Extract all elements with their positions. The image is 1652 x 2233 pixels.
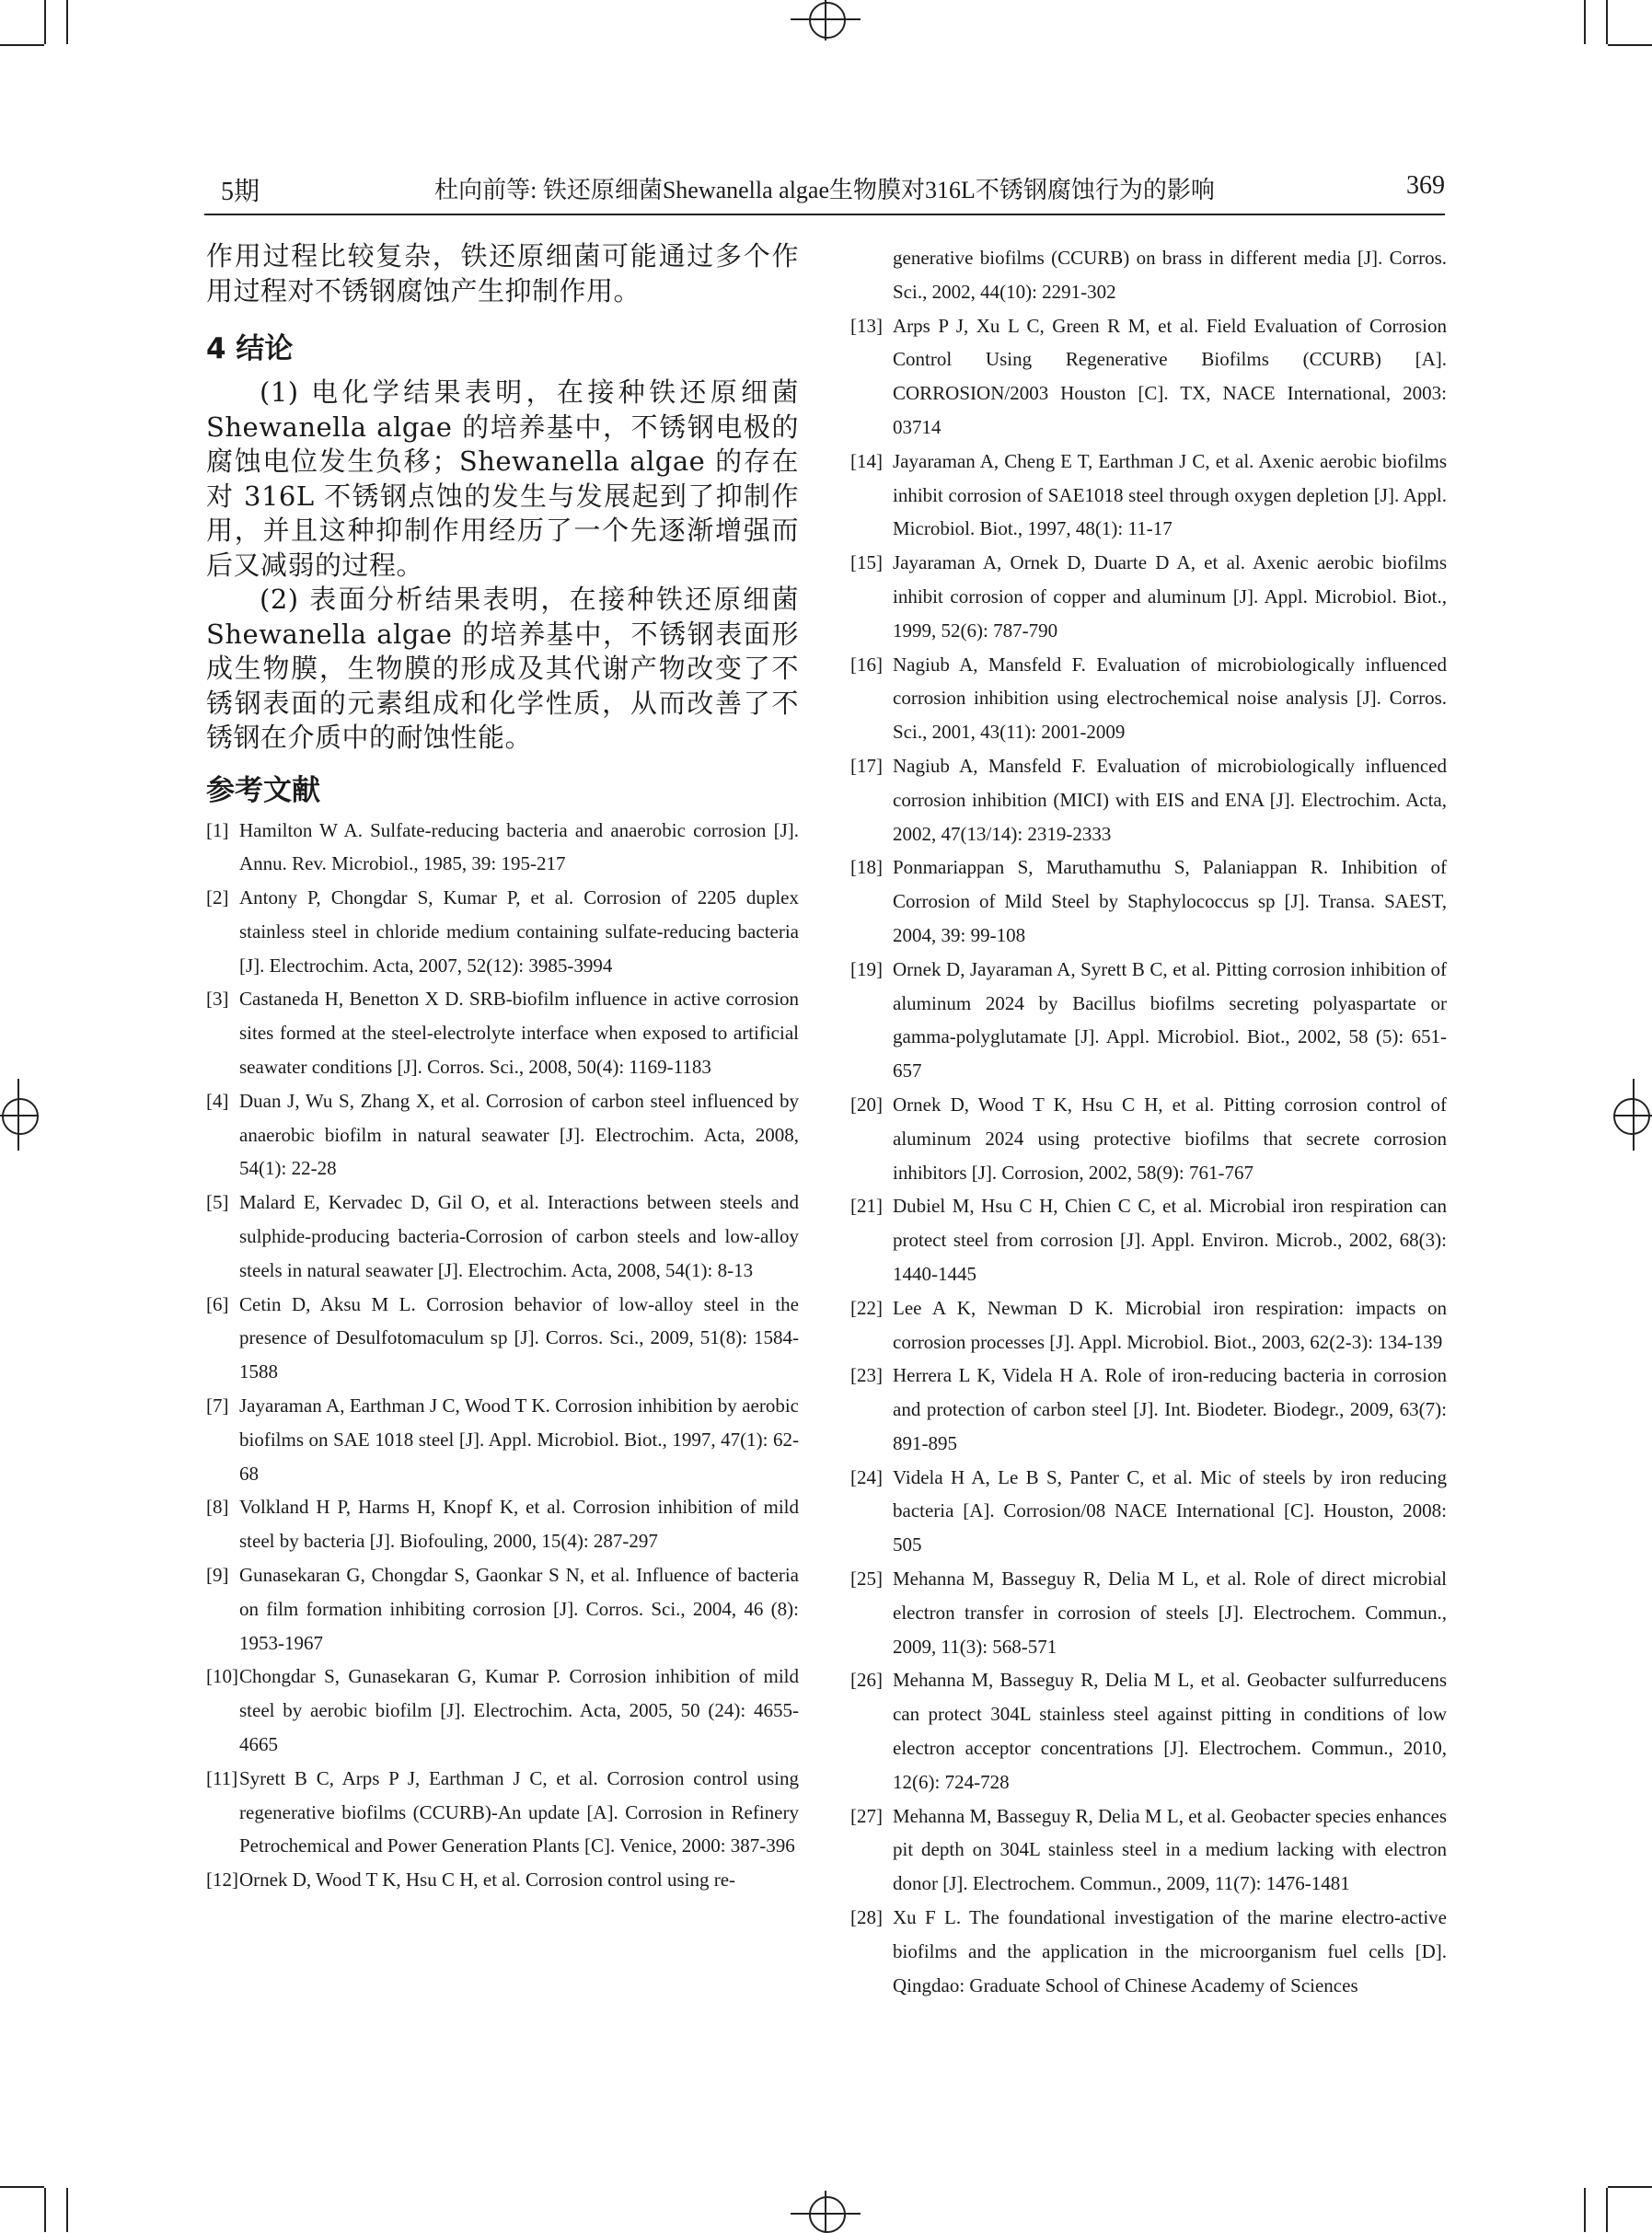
reference-continuation [850,241,1447,309]
reference-text: Jayaraman A, Cheng E T, Earthman J C, et al. Axenic aerobic biofilms inhibit corrosion of SAE1018 steel through oxygen depletion [J]. Appl. Microbiol. Biot., 1997, 48(1): 11-17 [893,449,1447,540]
reference-item [206,814,799,882]
reference-text: Dubiel M, Hsu C H, Chien C C, et al. Microbial iron respiration can protect steel from corrosion [J]. Appl. Environ. Microb., 2002, 68(3): 1440-1445 [893,1195,1447,1285]
reference-text: Jayaraman A, Earthman J C, Wood T K. Corrosion inhibition by aerobic biofilms on SAE 1018 steel [J]. Appl. Microbiol. Biot., 1997, 47(1): 62-68 [239,1394,799,1485]
reference-item [206,1490,799,1558]
reference-number: [28] [850,1906,883,1929]
reference-item [850,1189,1447,1290]
reference-item [850,1461,1447,1562]
reference-text: Nagiub A, Mansfeld F. Evaluation of microbiologically influenced corrosion inhibition using electrochemical noise analysis [J]. Corros. Sci., 2001, 43(11): 2001-2009 [893,653,1447,744]
reference-number: [8] [206,1496,229,1519]
reference-item [206,1084,799,1186]
references-heading: 参考文献 [206,773,320,807]
reference-number: [6] [206,1292,229,1315]
reference-item [206,1558,799,1660]
reference-text: Ornek D, Wood T K, Hsu C H, et al. Pitting corrosion control of aluminum 2024 using protective biofilms that secrete corrosion inhibitors [J]. Corrosion, 2002, 58(9): 761-767 [893,1093,1447,1184]
conclusion-paragraph-2: (2) 表面分析结果表明，在接种铁还原细菌 Shewanella algae 的培养基中，不锈钢表面形成生物膜，生物膜的形成及其代谢产物改变了不锈钢表面的元素组成和化学性质，从而改善了不锈钢在介质中的耐蚀性能。 [206,584,799,753]
reference-number: [11] [206,1766,238,1789]
reference-text: Mehanna M, Basseguy R, Delia M L, et al. Geobacter species enhances pit depth on 304L stainless steel in a medium lacking with electron donor [J]. Electrochem. Commun., 2009, 11(7): 1476-1481 [893,1804,1447,1895]
reference-item [206,1186,799,1287]
reference-number: [25] [850,1568,883,1591]
crop-mark [44,2188,46,2232]
reference-number: [5] [206,1191,229,1214]
reference-number: [4] [206,1089,229,1112]
reference-text: Mehanna M, Basseguy R, Delia M L, et al. Geobacter sulfurreducens can protect 304L stainless steel against pitting in conditions of low electron acceptor concentrations [J]. Electrochem. Commun., 2010, 12(6): 724-728 [893,1669,1447,1793]
reference-item [206,1863,799,1897]
reference-text: Hamilton W A. Sulfate-reducing bacteria and anaerobic corrosion [J]. Annu. Rev. Microbiol., 1985, 39: 195-217 [239,818,799,875]
crop-mark [66,0,68,44]
reference-number: [26] [850,1669,883,1692]
reference-text: Chongdar S, Gunasekaran G, Kumar P. Corrosion inhibition of mild steel by aerobic biofilm [J]. Electrochim. Acta, 2005, 50 (24): 4655-4665 [239,1665,799,1756]
registration-mark-bottom [809,2196,846,2233]
registration-line [1633,1079,1635,1151]
reference-text: Nagiub A, Mansfeld F. Evaluation of microbiologically influenced corrosion inhibition (MICI) with EIS and ENA [J]. Electrochim. Acta, 2002, 47(13/14): 2319-2333 [893,754,1447,845]
reference-number: [27] [850,1804,883,1827]
reference-number: [9] [206,1564,229,1587]
reference-number: [19] [850,957,883,980]
issue-number: 5期 [221,178,260,206]
left-column [206,239,799,1897]
reference-number: [10] [206,1665,238,1688]
registration-mark-top [809,2,846,39]
reference-list-right [850,241,1447,2002]
reference-item [850,850,1447,952]
reference-number: [1] [206,818,229,841]
conclusion-paragraph-1: (1) 电化学结果表明，在接种铁还原细菌 Shewanella algae 的培养基中，不锈钢电极的腐蚀电位发生负移；Shewanella algae 的存在对 316L 不锈钢点蚀的发生与发展起到了抑制作用，并且这种抑制作用经历了一个先逐渐增强而后又减弱的过程。 [206,376,799,581]
reference-number: [20] [850,1093,883,1116]
crop-mark [1606,0,1608,44]
reference-number: [23] [850,1364,883,1387]
intro-paragraph: 作用过程比较复杂，铁还原细菌可能通过多个作用过程对不锈钢腐蚀产生抑制作用。 [206,240,799,307]
registration-line [825,2191,826,2232]
reference-number: [22] [850,1296,883,1319]
reference-text: Arps P J, Xu L C, Green R M, et al. Field Evaluation of Corrosion Control Using Regenerative Biofilms (CCURB) [A]. CORROSION/2003 Houston [C]. TX, NACE International, 2003: 03714 [893,314,1447,438]
reference-item [850,1799,1447,1901]
registration-line [17,1079,19,1151]
reference-item [850,445,1447,546]
reference-item [206,1288,799,1389]
reference-number: [14] [850,449,883,472]
reference-item [850,1359,1447,1460]
page-number: 369 [1406,171,1445,200]
reference-item [850,749,1447,850]
reference-item [850,309,1447,445]
reference-number: [24] [850,1465,883,1488]
reference-item [850,648,1447,749]
reference-text: Duan J, Wu S, Zhang X, et al. Corrosion of carbon steel influenced by anaerobic biofilm in natural seawater [J]. Electrochim. Acta, 2008, 54(1): 22-28 [239,1089,799,1180]
reference-text: Cetin D, Aksu M L. Corrosion behavior of low-alloy steel in the presence of Desulfotomaculum sp [J]. Corros. Sci., 2009, 51(8): 1584-1588 [239,1292,799,1383]
reference-item [850,953,1447,1088]
reference-number: [18] [850,856,883,879]
reference-number: [3] [206,988,229,1011]
running-title: 杜向前等: 铁还原细菌Shewanella algae生物膜对316L不锈钢腐蚀行为的影响 [434,177,1215,203]
reference-text: Xu F L. The foundational investigation of the marine electro-active biofilms and the application in the microorganism fuel cells [D]. Qingdao: Graduate School of Chinese Academy of Sciences [893,1906,1447,1996]
reference-text: Syrett B C, Arps P J, Earthman J C, et al. Corrosion control using regenerative biofilms (CCURB)-An update [A]. Corrosion in Refinery Petrochemical and Power Generation Plants [C]. Venice, 2000: 387-396 [239,1766,799,1857]
reference-item [850,1291,1447,1359]
reference-number: [15] [850,551,883,574]
reference-text: Ornek D, Jayaraman A, Syrett B C, et al. Pitting corrosion inhibition of aluminum 2024 by Bacillus biofilms secreting polyaspartate or gamma-polyglutamate [J]. Appl. Microbiol. Biot., 2002, 58 (5): 651-657 [893,957,1447,1082]
reference-text: Lee A K, Newman D K. Microbial iron respiration: impacts on corrosion processes [J]. Appl. Microbiol. Biot., 2003, 62(2-3): 134-139 [893,1296,1447,1353]
crop-mark [1584,2188,1586,2232]
reference-text: Herrera L K, Videla H A. Role of iron-reducing bacteria in corrosion and protection of carbon steel [J]. Int. Biodeter. Biodegr., 2009, 63(7): 891-895 [893,1364,1447,1454]
crop-mark [1608,44,1652,46]
registration-line [825,0,826,40]
reference-text: Videla H A, Le B S, Panter C, et al. Mic of steels by iron reducing bacteria [A]. Corrosion/08 NACE International [C]. Houston, 2008: 505 [893,1465,1447,1556]
crop-mark [0,44,44,46]
reference-item [206,881,799,982]
reference-number: [21] [850,1195,883,1218]
reference-item [850,1663,1447,1799]
reference-item [206,982,799,1083]
registration-line [0,1115,39,1116]
reference-item [206,1660,799,1761]
crop-mark [44,0,46,44]
crop-mark [1584,0,1586,44]
conclusion-heading: 4 结论 [206,332,294,365]
reference-item [850,546,1447,647]
right-column [850,241,1447,2002]
registration-mark-left [2,1098,39,1135]
reference-text: Volkland H P, Harms H, Knopf K, et al. Corrosion inhibition of mild steel by bacteria [J]. Biofouling, 2000, 15(4): 287-297 [239,1496,799,1553]
reference-text: generative biofilms (CCURB) on brass in different media [J]. Corros. Sci., 2002, 44(10): 2291-302 [893,247,1447,303]
reference-number: [13] [850,314,883,337]
reference-text: Castaneda H, Benetton X D. SRB-biofilm influence in active corrosion sites formed at the steel-electrolyte interface when exposed to artificial seawater conditions [J]. Corros. Sci., 2008, 50(4): 1169-1183 [239,988,799,1079]
reference-number: [12] [206,1869,238,1892]
registration-mark-right [1613,1098,1650,1135]
reference-text: Gunasekaran G, Chongdar S, Gaonkar S N, et al. Influence of bacteria on film formation inhibiting corrosion [J]. Corros. Sci., 2004, 46 (8): 1953-1967 [239,1564,799,1654]
running-header [204,166,1445,215]
reference-number: [2] [206,886,229,909]
reference-number: [7] [206,1394,229,1417]
reference-item [850,1901,1447,2002]
crop-mark [0,2186,44,2188]
reference-item [206,1389,799,1490]
crop-mark [1606,2188,1608,2232]
reference-item [206,1762,799,1863]
reference-item [850,1562,1447,1663]
crop-mark [66,2188,68,2232]
reference-text: Ornek D, Wood T K, Hsu C H, et al. Corrosion control using re- [239,1869,736,1892]
reference-list-left [206,814,799,1898]
reference-number: [17] [850,754,883,777]
reference-text: Ponmariappan S, Maruthamuthu S, Palaniappan R. Inhibition of Corrosion of Mild Steel by Staphylococcus sp [J]. Transa. SAEST, 2004, 39: 99-108 [893,856,1447,946]
reference-item [850,1088,1447,1189]
reference-number: [16] [850,653,883,676]
reference-text: Jayaraman A, Ornek D, Duarte D A, et al. Axenic aerobic biofilms inhibit corrosion of copper and aluminum [J]. Appl. Microbiol. Biot., 1999, 52(6): 787-790 [893,551,1447,642]
reference-text: Mehanna M, Basseguy R, Delia M L, et al. Role of direct microbial electron transfer in corrosion of steels [J]. Electrochem. Commun., 2009, 11(3): 568-571 [893,1568,1447,1658]
reference-text: Antony P, Chongdar S, Kumar P, et al. Corrosion of 2205 duplex stainless steel in chloride medium containing sulfate-reducing bacteria [J]. Electrochim. Acta, 2007, 52(12): 3985-3994 [239,886,799,977]
reference-text: Malard E, Kervadec D, Gil O, et al. Interactions between steels and sulphide-producing bacteria-Corrosion of carbon steels and low-alloy steels in natural seawater [J]. Electrochim. Acta, 2008, 54(1): 8-13 [239,1191,799,1281]
crop-mark [1608,2186,1652,2188]
